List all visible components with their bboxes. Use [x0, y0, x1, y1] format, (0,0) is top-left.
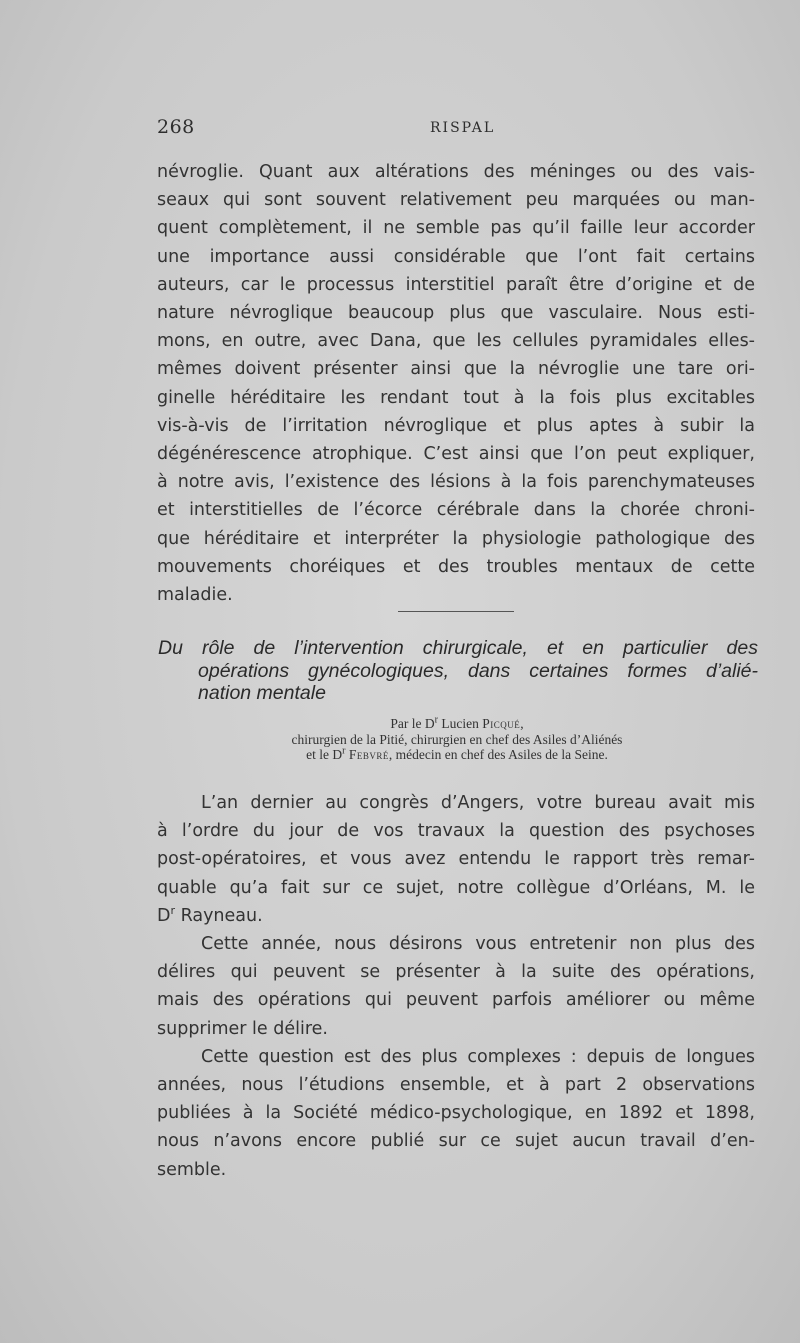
paragraph [157, 930, 755, 1043]
text-line: semble. [157, 1159, 227, 1180]
paragraph [157, 158, 755, 609]
text-line: vis-à-vis de l’irritation névroglique et plus aptes à subir la [157, 415, 755, 436]
text-line: seaux qui sont souvent relativement peu marquées ou man- [157, 190, 755, 211]
text-line: nature névroglique beaucoup plus que vasculaire. Nous esti- [157, 303, 755, 324]
byline-line-3: et le $D^r$ Febvré, médecin en chef des Asiles de la Seine. [306, 745, 608, 762]
text-line: et interstitielles de l’écorce cérébrale dans la chorée chroni- [157, 500, 755, 521]
text-line: à l’ordre du jour de vos travaux la question des psychoses [157, 821, 755, 842]
text-line: Cette question est des plus complexes : depuis de longues [201, 1046, 755, 1067]
text-line: à notre avis, l’existence des lésions à la fois parenchymateuses [157, 472, 755, 493]
text-line: que héréditaire et interpréter la physiologie pathologique des [157, 528, 755, 549]
text-line: post-opératoires, et vous avez entendu le rapport très remar- [157, 849, 755, 870]
text-line: années, nous l’étudions ensemble, et à part 2 observations [157, 1075, 755, 1096]
text-line: L’an dernier au congrès d’Angers, votre bureau avait mis [201, 793, 755, 813]
paragraph [157, 1043, 755, 1184]
page-number: 268 [157, 116, 195, 138]
text-line: délires qui peuvent se présenter à la suite des opérations, [157, 962, 755, 983]
author-name-febvre: Febvré [348, 747, 389, 762]
title-line: opérations gynécologiques, dans certaines formes d’alié- [198, 659, 758, 682]
text-line: auteurs, car le processus interstitiel paraît être d’origine et de [157, 274, 755, 295]
running-head [157, 116, 757, 142]
text-line: Cette année, nous désirons vous entretenir non plus des [201, 934, 755, 955]
byline-line-2: chirurgien de la Pitié, chirurgien en chef des Asiles d’Aliénés [291, 731, 623, 747]
article-title [158, 637, 758, 705]
text-line: névroglie. Quant aux altérations des méninges ou des vais- [157, 162, 755, 182]
title-line: nation mentale [198, 682, 326, 704]
text-line: dégénérescence atrophique. C’est ainsi que l’on peut expliquer, [157, 444, 755, 465]
text-line: mouvements choréiques et des troubles mentaux de cette [157, 556, 755, 577]
text-line: quable qu’a fait sur ce sujet, notre collègue d’Orléans, M. le [157, 877, 755, 898]
text-line: maladie. [157, 585, 233, 606]
text-line: une importance aussi considérable que l’ont fait certains [157, 246, 755, 267]
text-line: quent complètement, il ne semble pas qu’il faille leur accorder [157, 218, 755, 239]
paragraph [157, 789, 755, 930]
article-body [157, 789, 755, 1184]
text-line: ginelle héréditaire les rendant tout à la fois plus excitables [157, 387, 755, 408]
title-line: Du rôle de l’intervention chirurgicale, et en particulier des [158, 637, 758, 659]
running-title: RISPAL [430, 120, 496, 136]
text-line: $D^r$ Rayneau. [157, 903, 263, 926]
text-line: publiées à la Société médico-psychologique, en 1892 et 1898, [157, 1103, 755, 1124]
text-line: supprimer le délire. [157, 1018, 328, 1039]
author-name-picque: Picqué [482, 716, 521, 731]
section-divider [398, 611, 514, 612]
text-line: mons, en outre, avec Dana, que les cellules pyramidales elles- [157, 331, 755, 352]
byline-line-1: Par le $D^r$ Lucien Picqué, [390, 714, 524, 731]
text-line: nous n’avons encore publié sur ce sujet aucun travail d’en- [157, 1131, 755, 1152]
byline-authors [158, 716, 756, 763]
text-line: mêmes doivent présenter ainsi que la névroglie une tare ori- [157, 359, 755, 380]
text-line: mais des opérations qui peuvent parfois améliorer ou même [157, 990, 755, 1011]
continued-paragraph [157, 158, 755, 609]
